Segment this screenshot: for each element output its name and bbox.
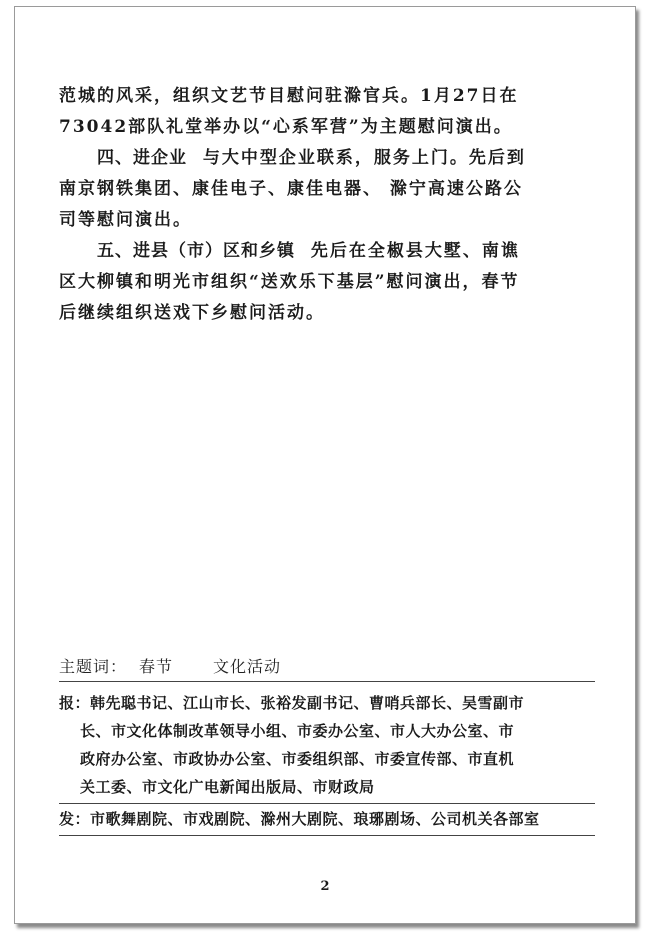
divider-line [59,681,595,682]
send-line [59,805,540,833]
divider-line [59,835,595,836]
subject-keyword: 文化活动 [213,657,282,676]
body-line: 范城的风采，组织文艺节目慰问驻滁官兵。1月27日在 [59,86,519,106]
section-five-text: 先后在全椒县大墅、南谯 [310,241,520,261]
send-recipients [59,805,540,833]
document-page [14,6,636,924]
body-line: 司等慰问演出。 [59,210,192,230]
subject-keyword: 春节 [139,657,174,676]
subject-keywords [59,654,281,677]
section-five-heading: 五、进县（市）区和乡镇 [97,241,295,261]
report-text: 韩先聪书记、江山市长、张裕发副书记、曹哨兵部长、吴雪副市 [90,694,525,712]
divider-line [59,803,595,804]
send-label: 发： [59,810,91,828]
report-line: 政府办公室、市政协办公室、市委组织部、市委宣传部、市直机 [80,750,515,768]
report-recipients [59,689,524,801]
report-line: 关工委、市文化广电新闻出版局、市财政局 [80,778,375,796]
body-line: 南京钢铁集团、康佳电子、康佳电器、 滁宁高速公路公 [59,179,523,199]
section-four [59,143,599,174]
report-line: 长、市文化体制改革领导小组、市委办公室、市人大办公室、市 [80,722,515,740]
page-number: 2 [320,879,330,894]
subject-label: 主题词： [59,657,128,676]
section-four-text: 与大中型企业联系，服务上门。先后到 [202,148,526,168]
report-label: 报： [59,694,91,712]
body-text [59,81,599,329]
body-line: 区大柳镇和明光市组织“送欢乐下基层”慰问演出，春节 [59,272,520,292]
body-line: 73042部队礼堂举办以“心系军营”为主题慰问演出。 [59,117,513,137]
send-text: 市歌舞剧院、市戏剧院、滁州大剧院、琅琊剧场、公司机关各部室 [90,810,540,828]
body-line: 后继续组织送戏下乡慰问活动。 [59,303,325,323]
section-four-heading: 四、进企业 [97,148,187,168]
report-line [59,689,524,717]
section-five [59,236,599,267]
